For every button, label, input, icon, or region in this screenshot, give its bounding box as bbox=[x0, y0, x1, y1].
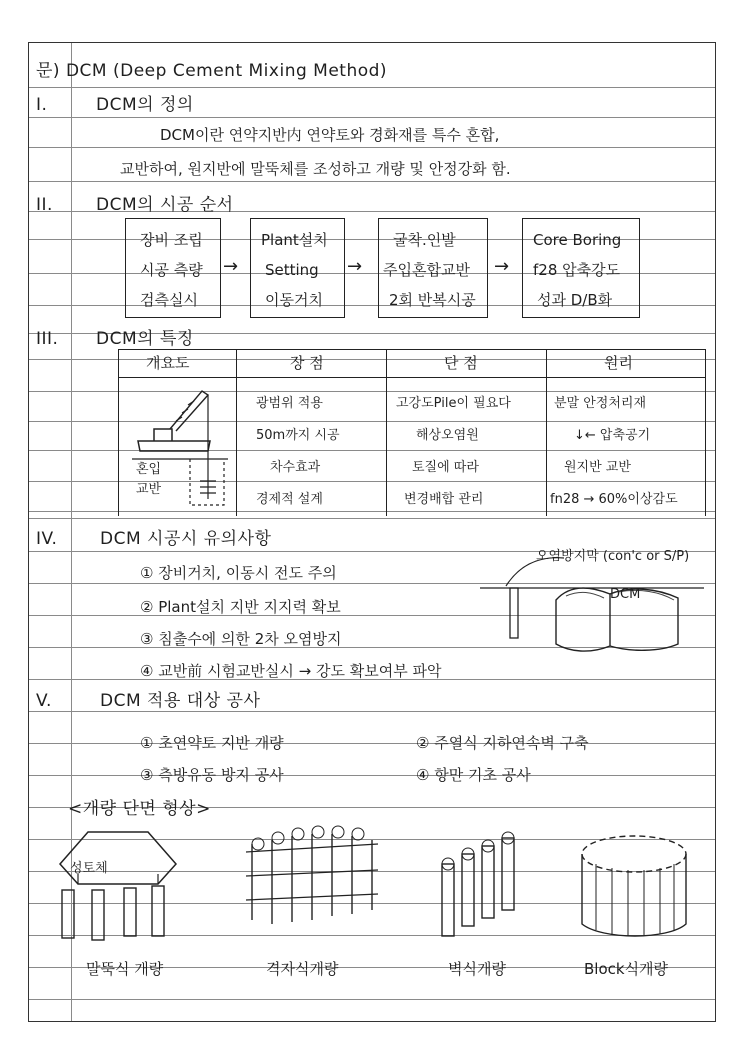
pros-cell: 경제적 설계 bbox=[256, 492, 323, 507]
col-header-cons: 단 점 bbox=[444, 354, 478, 372]
grid-type-sketch bbox=[238, 824, 388, 944]
principle-cell: ↓← 압축공기 bbox=[574, 428, 651, 443]
flow-arrow: → bbox=[347, 256, 363, 277]
section-4-heading: DCM 시공시 유의사항 bbox=[100, 529, 272, 549]
step-1-line-2: 시공 측량 bbox=[140, 261, 203, 279]
section-4-number: IV. bbox=[36, 529, 58, 549]
diagram-label: 혼입 bbox=[136, 462, 162, 477]
flow-arrow: → bbox=[223, 256, 239, 277]
sketch-label: DCM bbox=[610, 587, 641, 602]
step-box-3 bbox=[378, 218, 488, 318]
principle-cell: 분말 안정처리재 bbox=[554, 396, 647, 411]
page-title: 문) DCM (Deep Cement Mixing Method) bbox=[36, 61, 388, 81]
grid-type-label: 격자식개량 bbox=[266, 960, 339, 978]
wall-type-sketch bbox=[420, 824, 540, 944]
section-1-heading: DCM의 정의 bbox=[96, 95, 194, 115]
step-2-line-3: 이동거치 bbox=[265, 291, 323, 309]
step-3-line-1: 굴착.인발 bbox=[393, 231, 456, 249]
step-1-line-3: 검측실시 bbox=[140, 291, 198, 309]
application-item: ① 초연약토 지반 개량 bbox=[140, 734, 284, 752]
cons-cell: 해상오염원 bbox=[416, 428, 479, 443]
application-item: ④ 항만 기초 공사 bbox=[416, 766, 531, 784]
precaution-item: ③ 침출수에 의한 2차 오염방지 bbox=[140, 630, 342, 648]
pros-cell: 광범위 적용 bbox=[256, 396, 323, 411]
precaution-item: ① 장비거치, 이동시 전도 주의 bbox=[140, 564, 337, 582]
pile-type-sketch bbox=[48, 824, 188, 944]
wall-type-label: 벽식개량 bbox=[448, 960, 506, 978]
definition-line-1: DCM이란 연약지반内 연약토와 경화재를 특수 혼합, bbox=[160, 126, 500, 144]
features-table bbox=[118, 349, 706, 516]
principle-cell: 원지반 교반 bbox=[564, 460, 631, 475]
pros-cell: 차수효과 bbox=[270, 460, 321, 475]
pros-cell: 50m까지 시공 bbox=[256, 428, 340, 443]
application-item: ② 주열식 지하연속벽 구축 bbox=[416, 734, 589, 752]
section-3-number: III. bbox=[36, 329, 59, 349]
block-type-label: Block식개량 bbox=[584, 960, 669, 978]
definition-line-2: 교반하여, 원지반에 말뚝체를 조성하고 개량 및 안정강화 함. bbox=[120, 160, 511, 178]
col-header-pros: 장 점 bbox=[290, 354, 324, 372]
section-5-number: V. bbox=[36, 691, 52, 711]
step-box-4 bbox=[522, 218, 640, 318]
step-4-line-2: f28 압축강도 bbox=[533, 261, 621, 279]
precaution-item: ② Plant설치 지반 지지력 확보 bbox=[140, 598, 341, 616]
cons-cell: 토질에 따라 bbox=[412, 460, 479, 475]
cons-cell: 고강도Pile이 필요다 bbox=[396, 396, 511, 411]
col-header-diagram: 개요도 bbox=[146, 354, 190, 372]
section-2-number: II. bbox=[36, 195, 53, 215]
pollution-barrier-sketch bbox=[480, 556, 704, 662]
section-1-number: I. bbox=[36, 95, 48, 115]
step-box-1 bbox=[125, 218, 221, 318]
embankment-label: 성토체 bbox=[70, 861, 108, 876]
principle-cell: fn28 → 60%이상감도 bbox=[550, 492, 678, 507]
step-2-line-1: Plant설치 bbox=[261, 231, 328, 249]
section-2-heading: DCM의 시공 순서 bbox=[96, 195, 234, 215]
section-5-heading: DCM 적용 대상 공사 bbox=[100, 691, 261, 711]
block-type-sketch bbox=[572, 824, 702, 944]
sketch-label: 오염방지막 (con'c or S/P) bbox=[536, 549, 690, 564]
step-box-2 bbox=[250, 218, 345, 318]
pile-type-label: 말뚝식 개량 bbox=[86, 960, 164, 978]
flow-arrow: → bbox=[494, 256, 510, 277]
section-3-heading: DCM의 특징 bbox=[96, 329, 194, 349]
application-item: ③ 측방유동 방지 공사 bbox=[140, 766, 284, 784]
step-4-line-1: Core Boring bbox=[533, 231, 622, 249]
step-4-line-3: 성과 D/B화 bbox=[537, 291, 613, 309]
cons-cell: 변경배합 관리 bbox=[404, 492, 484, 507]
diagram-label: 교반 bbox=[136, 482, 162, 497]
step-3-line-2: 주입혼합교반 bbox=[383, 261, 470, 279]
precaution-item: ④ 교반前 시험교반실시 → 강도 확보여부 파악 bbox=[140, 662, 442, 680]
step-2-line-2: Setting bbox=[265, 261, 319, 279]
section-6-heading: <개량 단면 형상> bbox=[68, 799, 211, 819]
step-1-line-1: 장비 조립 bbox=[140, 231, 203, 249]
col-header-principle: 원리 bbox=[604, 354, 633, 372]
step-3-line-3: 2회 반복시공 bbox=[389, 291, 476, 309]
